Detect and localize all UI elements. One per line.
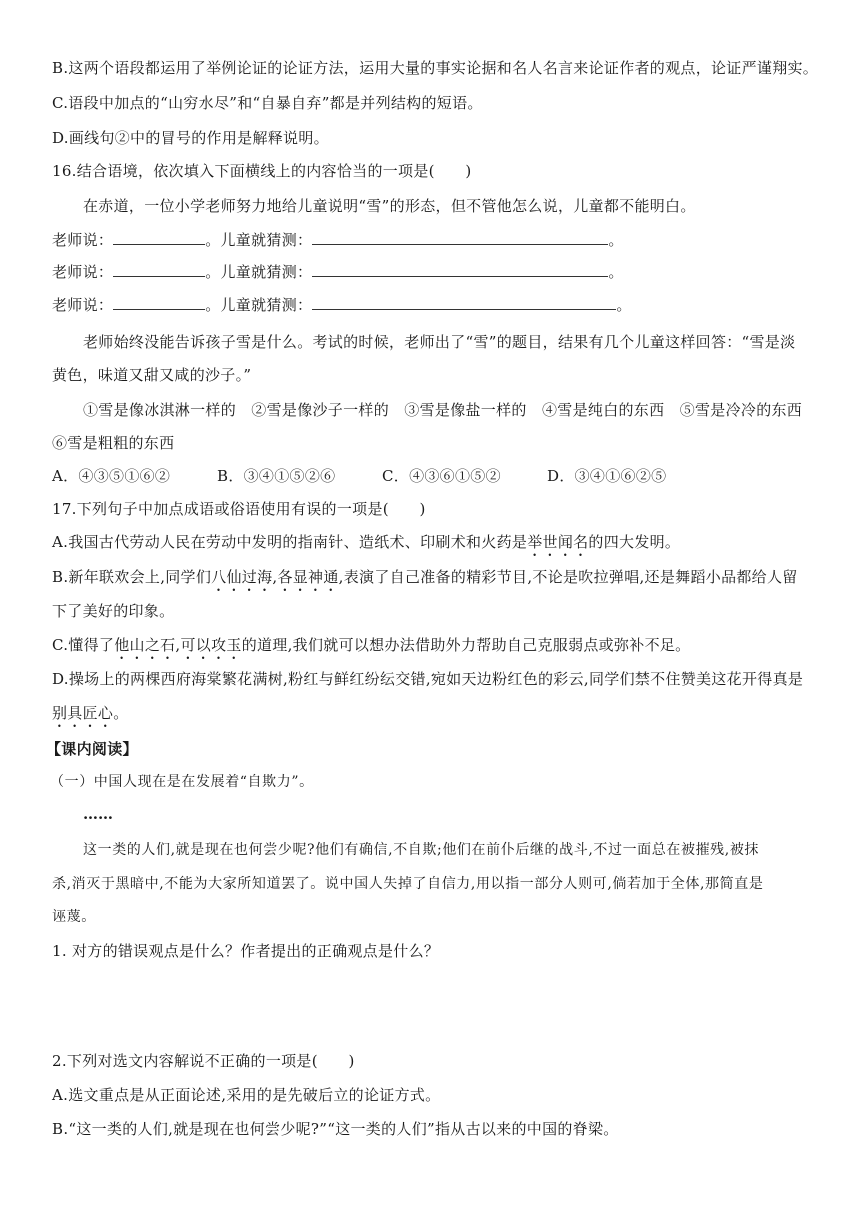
- q17-b-idiom: 八仙过海,各显神通: [211, 568, 339, 586]
- q15-option-d: D.画线句②中的冒号的作用是解释说明。: [52, 129, 329, 147]
- teacher-label: 老师说：: [52, 231, 114, 249]
- q17-b-text: B.新年联欢会上,同学们: [52, 568, 212, 586]
- end-mark: 。: [616, 296, 632, 314]
- q16-blank-row-3: [52, 294, 830, 316]
- q16-answer-options: [52, 465, 830, 487]
- reading-paragraph-line-3: 诬蔑。: [52, 909, 96, 925]
- teacher-blank-3: [113, 295, 205, 310]
- child-blank-3: [312, 295, 616, 310]
- q17-b-text-end: ,表演了自己准备的精彩节目,不论是吹拉弹唱,还是舞蹈小品都给人留: [338, 568, 798, 586]
- end-mark: 。: [608, 263, 624, 281]
- reading-question-1: 1. 对方的错误观点是什么？作者提出的正确观点是什么？: [52, 942, 440, 960]
- q16-option-b: B．③④①⑤②⑥: [217, 467, 336, 485]
- q17-option-b: [52, 566, 830, 595]
- reading-paragraph-line-2: 杀,消灭于黑暗中,不能为大家所知道罢了。说中国人失掉了自信力,用以指一部分人则可,倘若加于全体,那简直是: [52, 876, 764, 892]
- q17-stem: 17.下列句子中加点成语或俗语使用有误的一项是( ): [52, 500, 426, 518]
- q17-a-text-end: 的四大发明。: [588, 533, 681, 551]
- q17-c-text-end: 的道理,我们就可以想办法借助外力帮助自己克服弱点或弥补不足。: [241, 636, 691, 654]
- teacher-blank-2: [113, 262, 205, 277]
- q15-option-b: B.这两个语段都运用了举例论证的论证方法，运用大量的事实论据和名人名言来论证作者的观点，论证严谨翔实。: [52, 59, 819, 77]
- q17-c-text: C.懂得了: [52, 636, 115, 654]
- teacher-label: 老师说：: [52, 296, 114, 314]
- q16-option-a: A．④③⑤①⑥②: [52, 467, 171, 485]
- child-label: 。儿童就猜测：: [205, 296, 313, 314]
- q16-intro: 在赤道，一位小学老师努力地给儿童说明“雪”的形态，但不管他怎么说，儿童都不能明白。: [83, 197, 696, 215]
- q16-conclusion-line-2: 黄色，味道又甜又咸的沙子。”: [52, 366, 252, 384]
- q17-c-idiom: 他山之石,可以攻玉: [114, 636, 242, 654]
- reading-question-2-option-a: A.选文重点是从正面论述,采用的是先破后立的论证方式。: [52, 1086, 441, 1104]
- child-label: 。儿童就猜测：: [205, 263, 313, 281]
- q16-blank-row-2: [52, 261, 830, 283]
- reading-question-2: 2.下列对选文内容解说不正确的一项是( ): [52, 1052, 355, 1070]
- q17-a-text: A.我国古代劳动人民在劳动中发明的指南针、造纸术、印刷术和火药是: [52, 533, 528, 551]
- end-mark: 。: [608, 231, 624, 249]
- reading-subtitle: （一）中国人现在是在发展着“自欺力”。: [50, 774, 314, 790]
- q17-d-text-end: 。: [113, 704, 129, 722]
- q16-conclusion-line-1: 老师始终没能告诉孩子雪是什么。考试的时候，老师出了“雪”的题目，结果有几个儿童这样回答：“雪是淡: [83, 333, 796, 351]
- q17-option-d-line-2: [52, 702, 830, 731]
- reading-question-2-option-b: B.“这一类的人们,就是现在也何尝少呢?”“这一类的人们”指从古以来的中国的脊梁。: [52, 1120, 619, 1138]
- q16-option-d: D．③④①⑥②⑤: [547, 467, 667, 485]
- reading-ellipsis: ……: [83, 805, 113, 823]
- q17-d-idiom: 别具匠心: [52, 704, 114, 722]
- q16-blank-row-1: [52, 229, 830, 251]
- child-blank-2: [312, 262, 608, 277]
- q17-option-a: [52, 531, 830, 560]
- reading-paragraph-line-1: 这一类的人们,就是现在也何尝少呢?他们有确信,不自欺;他们在前仆后继的战斗,不过一面总在被摧残,被抹: [83, 842, 760, 858]
- q16-choices-line-2: ⑥雪是粗粗的东西: [52, 434, 175, 452]
- section-header: 【课内阅读】: [46, 740, 138, 758]
- q16-choices-line-1: ①雪是像冰淇淋一样的 ②雪是像沙子一样的 ③雪是像盐一样的 ④雪是纯白的东西 ⑤雪是冷冷的东西: [83, 401, 803, 419]
- q16-stem: 16.结合语境，依次填入下面横线上的内容恰当的一项是( ): [52, 162, 472, 180]
- q17-option-b-line-2: 下了美好的印象。: [52, 602, 175, 620]
- q16-option-c: C．④③⑥①⑤②: [382, 467, 501, 485]
- q15-option-c: C.语段中加点的“山穷水尽”和“自暴自弃”都是并列结构的短语。: [52, 94, 483, 112]
- child-blank-1: [312, 230, 608, 245]
- child-label: 。儿童就猜测：: [205, 231, 313, 249]
- teacher-blank-1: [113, 230, 205, 245]
- q17-option-c: [52, 634, 830, 663]
- q17-option-d: D.操场上的两棵西府海棠繁花满树,粉红与鲜红纷纭交错,宛如天边粉红色的彩云,同学们禁不住赞美这花开得真是: [52, 670, 804, 688]
- q17-a-idiom: 举世闻名: [527, 533, 589, 551]
- teacher-label: 老师说：: [52, 263, 114, 281]
